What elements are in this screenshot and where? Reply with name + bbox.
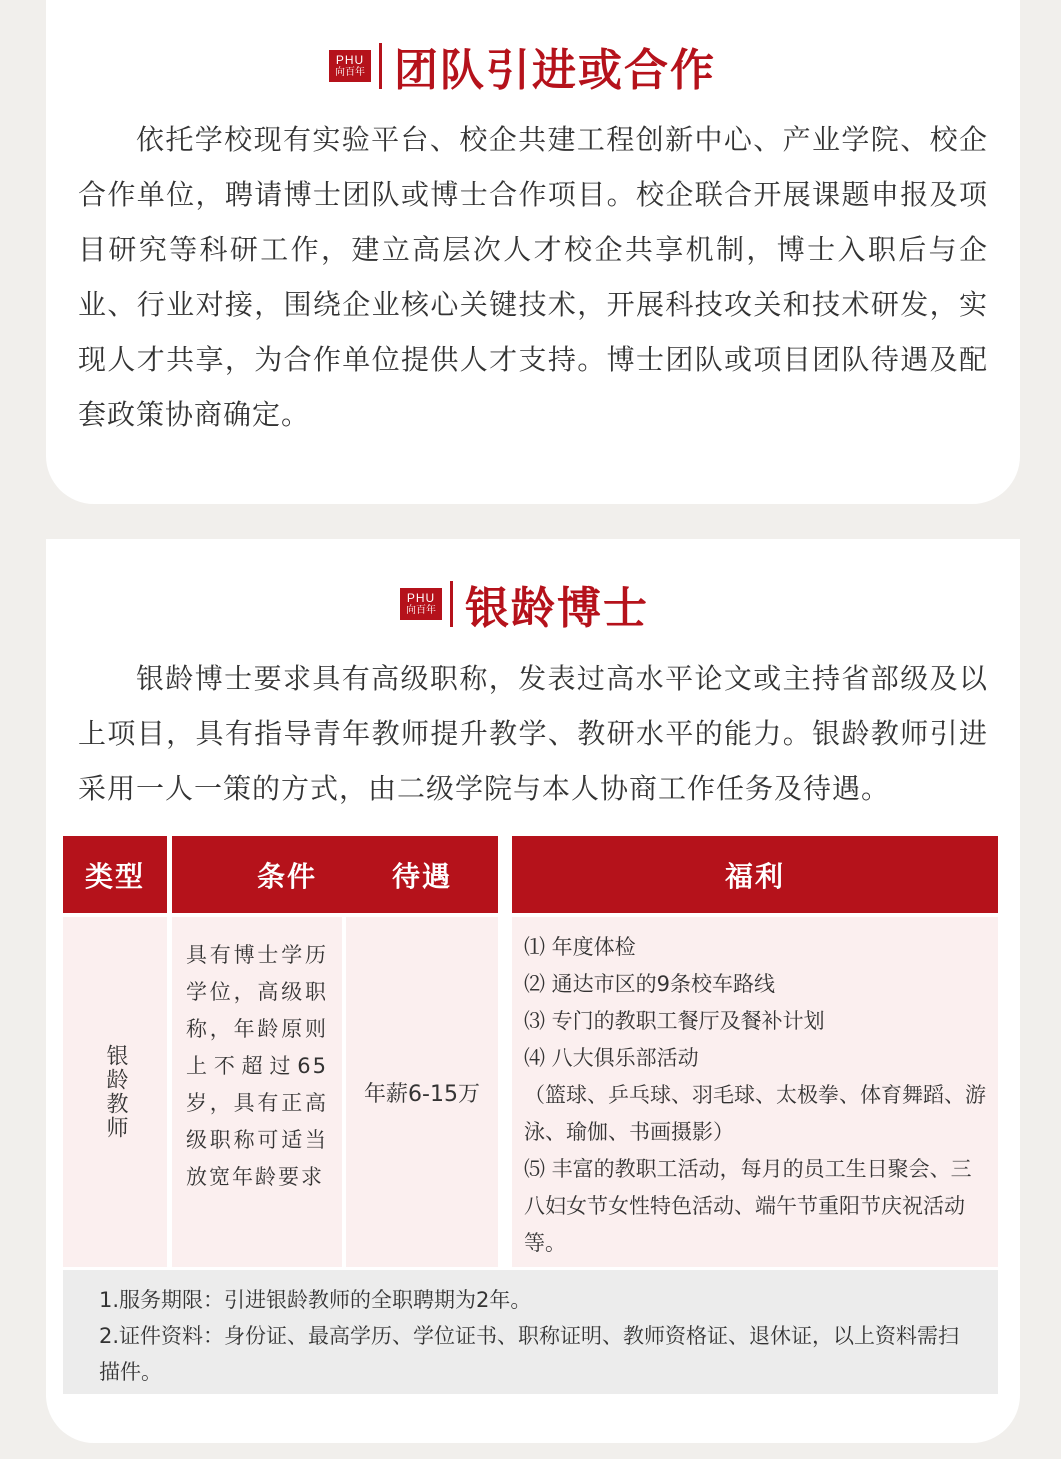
- phu-logo: [400, 588, 442, 620]
- section-heading: [329, 34, 716, 98]
- header-type: 类型: [63, 836, 167, 913]
- heading-divider: [450, 581, 453, 627]
- benefit-item: （篮球、乒乓球、羽毛球、太极拳、体育舞蹈、游泳、瑜伽、书画摄影）: [524, 1083, 986, 1144]
- benefit-item: ⑷ 八大俱乐部活动: [524, 1046, 699, 1070]
- logo-top-text: PHU: [335, 52, 365, 67]
- condition-cell: 具有博士学历学位，高级职称，年龄原则上不超过65岁，具有正高级职称可适当放宽年龄要求: [172, 917, 342, 1267]
- section-title: 银龄博士: [465, 583, 649, 634]
- type-cell: [63, 917, 167, 1267]
- logo-bottom-text: 向百年: [335, 66, 365, 78]
- logo-top-text: PHU: [406, 590, 436, 605]
- header-benefits: 福利: [512, 836, 998, 913]
- section-paragraph: 依托学校现有实验平台、校企共建工程创新中心、产业学院、校企合作单位，聘请博士团队或博士合作项目。校企联合开展课题申报及项目研究等科研工作，建立高层次人才校企共享机制，博士入职后与企业、行业对接，围绕企业核心关键技术，开展科技攻关和技术研发，实现人才共享，为合作单位提供人才支持。博士团队或项目团队待遇及配套政策协商确定。: [78, 123, 988, 431]
- header-salary: 待遇: [346, 836, 498, 913]
- team-cooperation-card: [46, 0, 1020, 504]
- salary-cell: 年薪6-15万: [346, 917, 498, 1267]
- benefits-cell: [512, 917, 998, 1267]
- benefit-item: ⑸ 丰富的教职工活动，每月的员工生日聚会、三八妇女节女性特色活动、端午节重阳节庆祝活动等。: [524, 1157, 972, 1255]
- logo-bottom-text: 向百年: [406, 604, 436, 616]
- notes-box: [63, 1270, 998, 1394]
- section-paragraph: 银龄博士要求具有高级职称，发表过高水平论文或主持省部级及以上项目，具有指导青年教师提升教学、教研水平的能力。银龄教师引进采用一人一策的方式，由二级学院与本人协商工作任务及待遇。: [78, 662, 988, 805]
- note-item: 1.服务期限：引进银龄教师的全职聘期为2年。: [99, 1288, 532, 1312]
- type-value: 银龄教师: [103, 1044, 128, 1140]
- section-title: 团队引进或合作: [394, 45, 716, 96]
- table-header-row: [63, 836, 998, 913]
- heading-divider: [379, 43, 382, 89]
- silver-doctor-table: [63, 836, 998, 1266]
- benefit-item: ⑴ 年度体检: [524, 935, 636, 959]
- note-item: 2.证件资料：身份证、最高学历、学位证书、职称证明、教师资格证、退休证，以上资料需扫描件。: [99, 1324, 960, 1384]
- phu-logo: [329, 50, 371, 82]
- benefit-item: ⑵ 通达市区的9条校车路线: [524, 972, 776, 996]
- section-heading: [400, 572, 649, 636]
- header-condition: 条件: [172, 836, 402, 913]
- benefit-item: ⑶ 专门的教职工餐厅及餐补计划: [524, 1009, 825, 1033]
